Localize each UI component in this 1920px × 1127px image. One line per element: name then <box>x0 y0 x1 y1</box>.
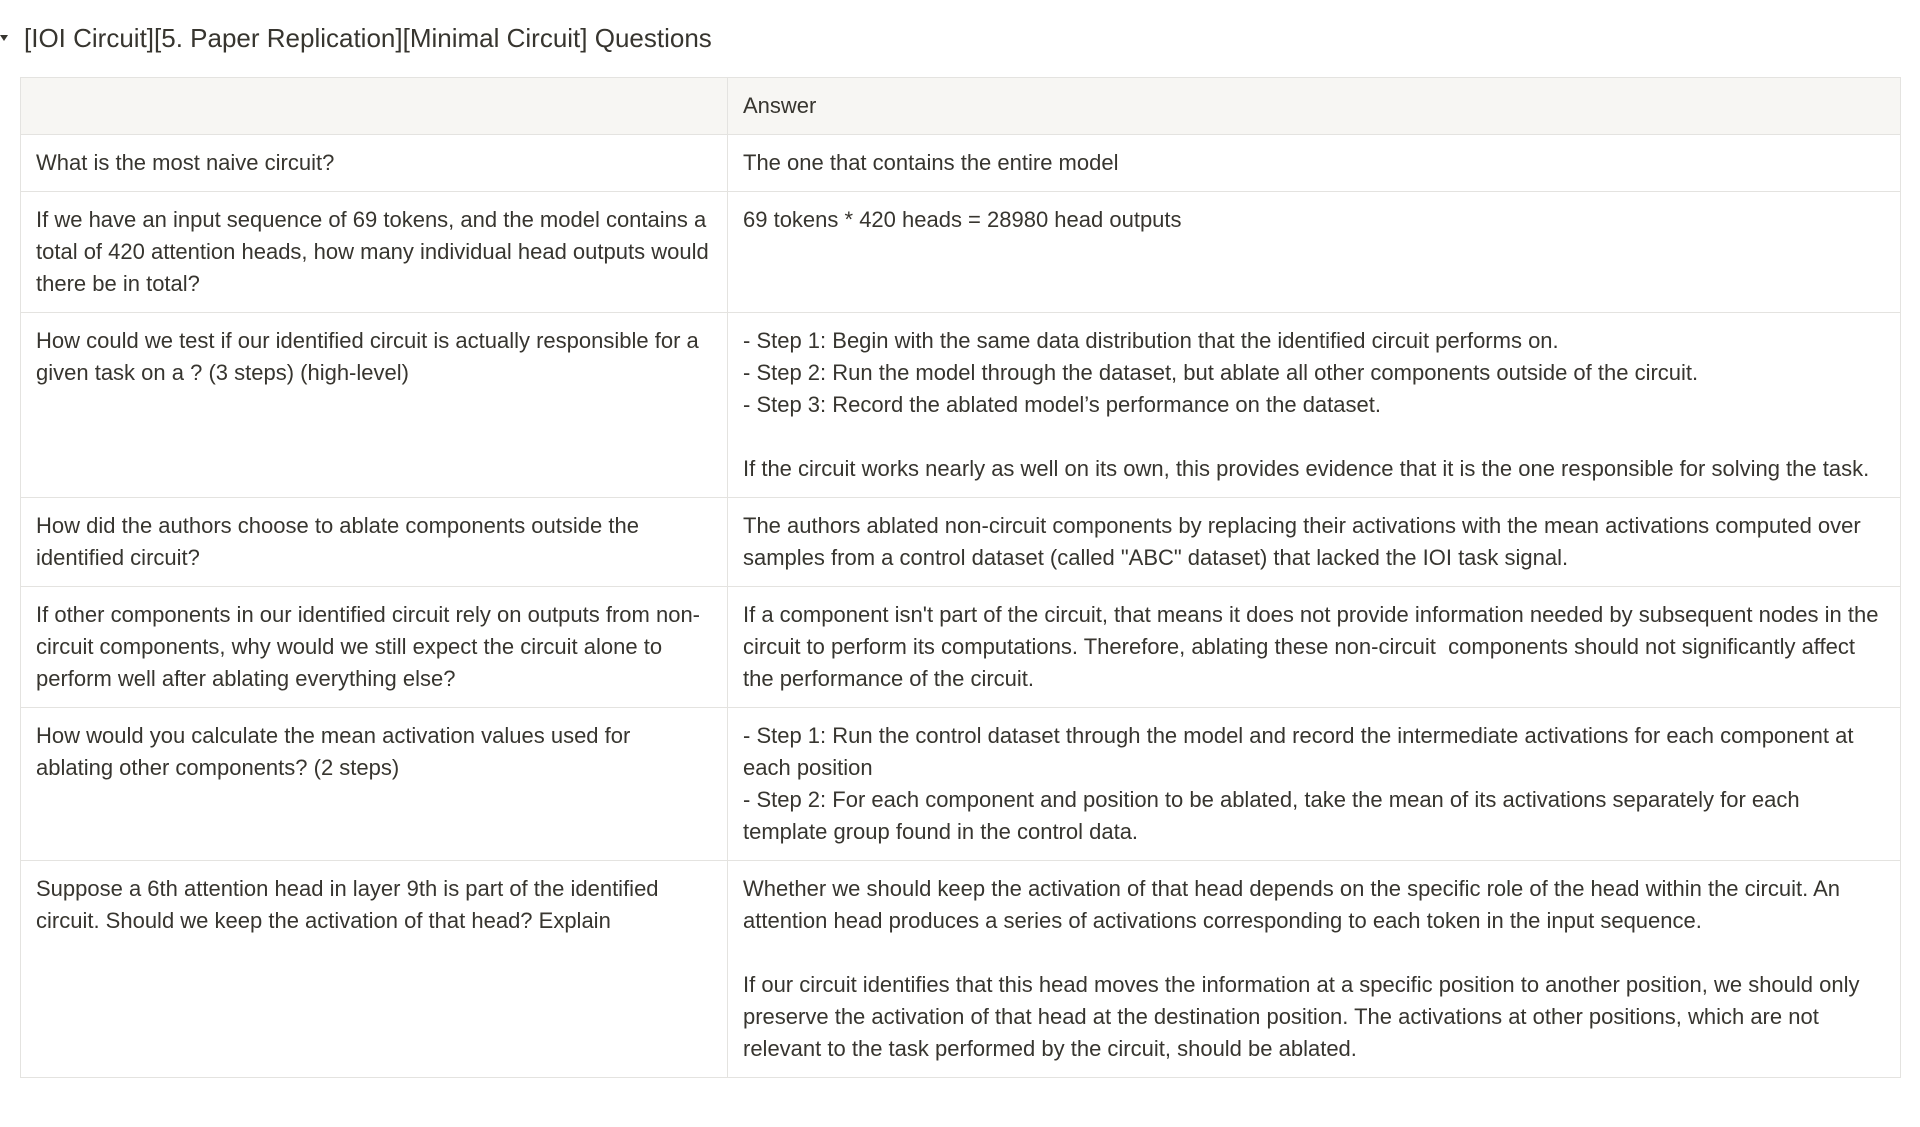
answer-line: - Step 2: Run the model through the dataset, but ablate all other components outside of the circuit. <box>743 360 1699 385</box>
answer-line: - Step 1: Begin with the same data distribution that the identified circuit performs on. <box>743 328 1559 353</box>
answer-cell[interactable] <box>728 587 1901 708</box>
answer-line: If a component isn't part of the circuit, that means it does not provide information needed by subsequent nodes in the circuit to perform its computations. Therefore, ablating these non-circuit components should not significantly affect the performance of the circuit. <box>743 602 1885 691</box>
answer-line <box>743 421 1885 453</box>
answer-cell[interactable] <box>728 135 1901 192</box>
question-cell[interactable] <box>21 192 728 313</box>
answer-cell[interactable] <box>728 313 1901 498</box>
table-row <box>21 192 1901 313</box>
question-text: How could we test if our identified circuit is actually responsible for a given task on a ? (3 steps) (high-level) <box>36 328 705 385</box>
answer-line: - Step 3: Record the ablated model’s performance on the dataset. <box>743 392 1381 417</box>
answer-cell[interactable] <box>728 861 1901 1078</box>
table-row <box>21 135 1901 192</box>
table-row <box>21 861 1901 1078</box>
question-cell[interactable] <box>21 498 728 587</box>
answer-cell[interactable] <box>728 498 1901 587</box>
question-cell[interactable] <box>21 135 728 192</box>
table-header-row <box>21 78 1901 135</box>
answer-cell[interactable] <box>728 708 1901 861</box>
question-text: If other components in our identified circuit rely on outputs from non-circuit components, why would we still expect the circuit alone to perform well after ablating everything else? <box>36 602 701 691</box>
table-row <box>21 498 1901 587</box>
answer-line: The one that contains the entire model <box>743 150 1119 175</box>
page-title: [IOI Circuit][5. Paper Replication][Minimal Circuit] Questions <box>24 23 712 53</box>
question-text: What is the most naive circuit? <box>36 150 335 175</box>
answer-line: If our circuit identifies that this head moves the information at a specific position to another position, we should only preserve the activation of that head at the destination position. The activations at other positions, which are not relevant to the task performed by the circuit, should be ablated. <box>743 972 1866 1061</box>
answer-line: If the circuit works nearly as well on its own, this provides evidence that it is the one responsible for solving the task. <box>743 456 1870 481</box>
table-row <box>21 587 1901 708</box>
question-text: If we have an input sequence of 69 tokens, and the model contains a total of 420 attention heads, how many individual head outputs would there be in total? <box>36 207 715 296</box>
question-cell[interactable] <box>21 587 728 708</box>
answer-line: 69 tokens * 420 heads = 28980 head outputs <box>743 207 1182 232</box>
answer-line: - Step 1: Run the control dataset through the model and record the intermediate activations for each component at each position <box>743 723 1860 780</box>
question-cell[interactable] <box>21 861 728 1078</box>
column-header-answer[interactable]: Answer <box>728 78 1901 135</box>
answer-line <box>743 937 1885 969</box>
answer-line: - Step 2: For each component and position to be ablated, take the mean of its activations separately for each template group found in the control data. <box>743 787 1806 844</box>
question-text: How would you calculate the mean activation values used for ablating other components? (2 steps) <box>36 723 637 780</box>
answer-line: Whether we should keep the activation of that head depends on the specific role of the head within the circuit. An attention head produces a series of activations corresponding to each token in the input sequence. <box>743 876 1847 933</box>
table-row <box>21 708 1901 861</box>
questions-table <box>20 77 1901 1078</box>
questions-table-container <box>20 77 1900 1078</box>
question-cell[interactable] <box>21 313 728 498</box>
triangle-down-icon[interactable] <box>0 18 20 58</box>
column-header-question[interactable] <box>21 78 728 135</box>
toggle-block-header[interactable] <box>0 18 712 58</box>
answer-line: The authors ablated non-circuit components by replacing their activations with the mean activations computed over samples from a control dataset (called "ABC" dataset) that lacked the IOI task signal. <box>743 513 1867 570</box>
question-text: Suppose a 6th attention head in layer 9th is part of the identified circuit. Should we keep the activation of that head? Explain <box>36 876 665 933</box>
answer-cell[interactable] <box>728 192 1901 313</box>
table-body <box>21 135 1901 1078</box>
table-row <box>21 313 1901 498</box>
question-cell[interactable] <box>21 708 728 861</box>
question-text: How did the authors choose to ablate components outside the identified circuit? <box>36 513 646 570</box>
